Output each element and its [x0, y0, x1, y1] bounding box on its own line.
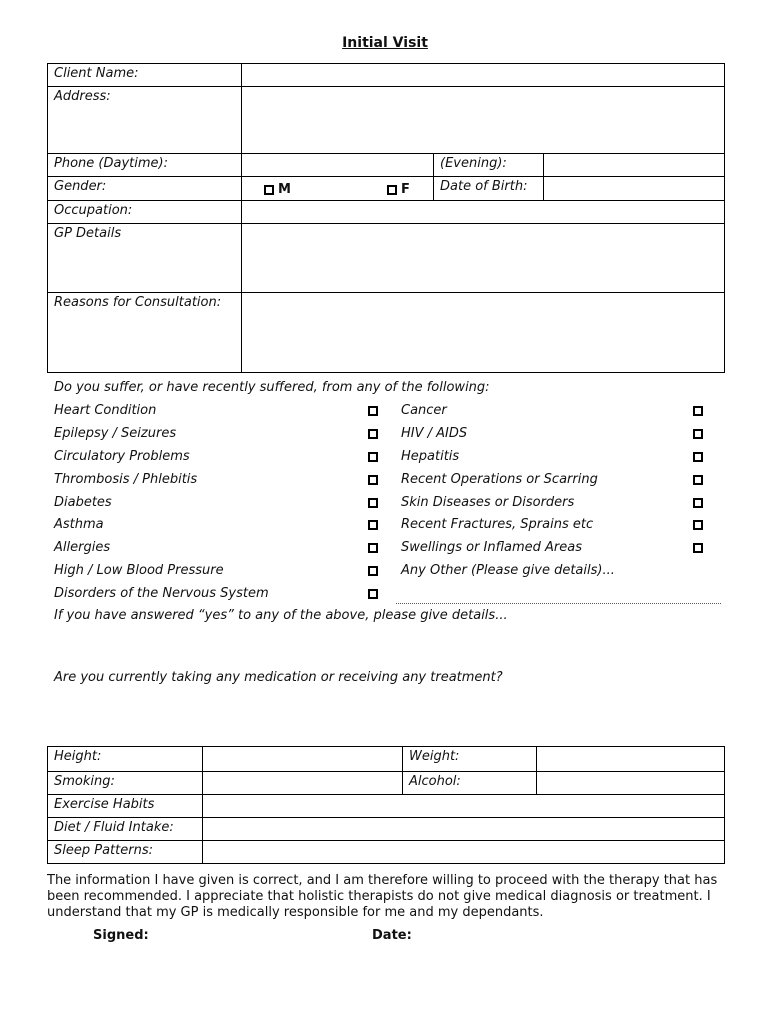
gender-options: [242, 177, 434, 201]
condition-label: Epilepsy / Seizures: [54, 426, 177, 441]
client-name-field[interactable]: [242, 64, 725, 87]
dob-label: Date of Birth:: [434, 177, 544, 201]
gender-female-label: F: [401, 182, 410, 197]
alcohol-label: Alcohol:: [403, 772, 537, 795]
condition-checkbox[interactable]: [693, 543, 703, 553]
lifestyle-table: [47, 746, 725, 864]
page-title: Initial Visit: [342, 35, 428, 51]
condition-checkbox[interactable]: [368, 589, 378, 599]
client-name-label: Client Name:: [48, 64, 242, 87]
smoking-label: Smoking:: [48, 772, 203, 795]
condition-label: Heart Condition: [54, 403, 157, 418]
address-label: Address:: [48, 87, 242, 154]
condition-checkbox[interactable]: [368, 406, 378, 416]
gender-female-option[interactable]: [387, 182, 410, 197]
phone-daytime-field[interactable]: [242, 154, 434, 177]
reasons-label: Reasons for Consultation:: [48, 293, 242, 373]
exercise-field[interactable]: [203, 795, 725, 818]
sleep-label: Sleep Patterns:: [48, 841, 203, 864]
condition-label: Hepatitis: [401, 449, 460, 464]
weight-field[interactable]: [537, 747, 725, 772]
condition-checkbox[interactable]: [368, 566, 378, 576]
condition-checkbox[interactable]: [693, 429, 703, 439]
medication-prompt: Are you currently taking any medication or receiving any treatment?: [54, 670, 503, 685]
gp-details-label: GP Details: [48, 224, 242, 293]
checkbox-icon[interactable]: [387, 185, 397, 195]
phone-evening-label: (Evening):: [434, 154, 544, 177]
condition-label: Cancer: [401, 403, 447, 418]
condition-label: Circulatory Problems: [54, 449, 190, 464]
phone-evening-field[interactable]: [544, 154, 725, 177]
condition-checkbox[interactable]: [368, 475, 378, 485]
condition-label: Recent Fractures, Sprains etc: [401, 517, 594, 532]
address-field[interactable]: [242, 87, 725, 154]
condition-checkbox[interactable]: [368, 429, 378, 439]
condition-label: Thrombosis / Phlebitis: [54, 472, 198, 487]
gender-male-label: M: [278, 182, 291, 197]
declaration-text: The information I have given is correct, and I am therefore willing to proceed with the therapy that has been recommended. I appreciate that holistic therapists do not give medical diagnosis or treatment. I understand that my GP is medically responsible for me and my dependants.: [47, 873, 718, 920]
condition-checkbox[interactable]: [368, 520, 378, 530]
condition-label: HIV / AIDS: [401, 426, 468, 441]
weight-label: Weight:: [403, 747, 537, 772]
condition-checkbox[interactable]: [693, 452, 703, 462]
gender-label: Gender:: [48, 177, 242, 201]
conditions-question: Do you suffer, or have recently suffered, from any of the following:: [54, 380, 490, 395]
diet-label: Diet / Fluid Intake:: [48, 818, 203, 841]
alcohol-field[interactable]: [537, 772, 725, 795]
condition-label: Recent Operations or Scarring: [401, 472, 598, 487]
other-details-line[interactable]: [396, 603, 721, 604]
condition-label: Allergies: [54, 540, 111, 555]
signed-label: Signed:: [93, 928, 149, 943]
condition-label: Disorders of the Nervous System: [54, 586, 269, 601]
condition-checkbox[interactable]: [693, 498, 703, 508]
smoking-field[interactable]: [203, 772, 403, 795]
exercise-label: Exercise Habits: [48, 795, 203, 818]
condition-checkbox[interactable]: [368, 452, 378, 462]
dob-field[interactable]: [544, 177, 725, 201]
occupation-label: Occupation:: [48, 201, 242, 224]
client-details-table: [47, 63, 725, 373]
condition-label: Swellings or Inflamed Areas: [401, 540, 583, 555]
condition-checkbox[interactable]: [693, 520, 703, 530]
condition-checkbox[interactable]: [693, 475, 703, 485]
condition-checkbox[interactable]: [368, 543, 378, 553]
condition-label: High / Low Blood Pressure: [54, 563, 224, 578]
height-field[interactable]: [203, 747, 403, 772]
date-label: Date:: [372, 928, 412, 943]
gp-details-field[interactable]: [242, 224, 725, 293]
condition-label: Diabetes: [54, 495, 112, 510]
condition-label: Any Other (Please give details)...: [401, 563, 615, 578]
height-label: Height:: [48, 747, 203, 772]
condition-label: Asthma: [54, 517, 104, 532]
condition-label: Skin Diseases or Disorders: [401, 495, 575, 510]
condition-checkbox[interactable]: [368, 498, 378, 508]
phone-daytime-label: Phone (Daytime):: [48, 154, 242, 177]
checkbox-icon[interactable]: [264, 185, 274, 195]
condition-checkbox[interactable]: [693, 406, 703, 416]
gender-male-option[interactable]: [264, 182, 291, 197]
details-prompt: If you have answered “yes” to any of the above, please give details...: [54, 608, 508, 623]
reasons-field[interactable]: [242, 293, 725, 373]
diet-field[interactable]: [203, 818, 725, 841]
occupation-field[interactable]: [242, 201, 725, 224]
sleep-field[interactable]: [203, 841, 725, 864]
